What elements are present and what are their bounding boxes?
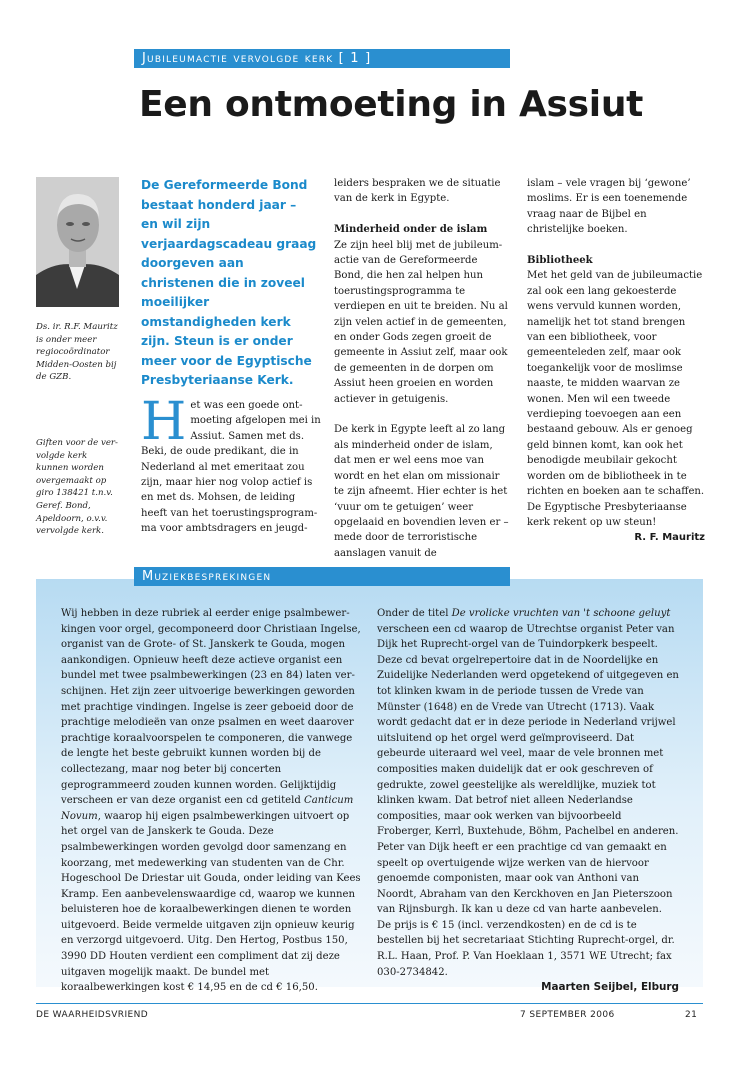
music-review-2	[377, 606, 679, 980]
article-author: R. F. Mauritz	[634, 532, 705, 544]
author-photo	[36, 177, 119, 307]
music-review-2-pre: Onder de titel	[377, 608, 452, 619]
article-lede: De Gereformeerde Bond bestaat honderd jaar – en wil zijn verjaardagscadeau graag doorgeven aan christenen die in zoveel moeilijker omstandigheden kerk zijn. Steun is er onder meer voor de Egyptische Presbyteriaanse Kerk.	[141, 178, 317, 387]
column-3-intro: islam – vele vragen bij ‘gewone’ moslims. Er is een toenemende vraag naar de Bijbel en christelijke boeken.	[527, 178, 691, 236]
article-column-2	[334, 176, 510, 561]
music-author: Maarten Seijbel, Elburg	[541, 981, 679, 994]
column-1-text: et was een goede ontmoeting afgelopen mei in Assiut. Samen met ds. Beki, de oude predikant, die in Nederland al met emeritaat zou zijn, maar hier nog volop actief is en met ds. Mohsen, de leiding heeft van het toerustingsprogramma voor ambtsdragers en jeugd-	[141, 400, 321, 535]
cd-title-canticum: Canticum Novum	[61, 795, 354, 822]
cd-title-vrolicke: De vrolicke vruchten van 't schoone geluyt	[451, 608, 671, 619]
article-title: Een ontmoeting in Assiut	[139, 84, 644, 125]
column-3-paragraph: Met het geld van de jubileumactie zal ook een lang gekoesterde wens vervuld kunnen worden, namelijk het tot stand brengen van een bibliotheek, voor gemeenteleden zelf, maar ook toegankelijk voor de moslimse naaste, te midden waarvan ze wonen. Men wil een tweede verdieping toevoegen aan een bestaand gebouw. Als er genoeg geld binnen komt, kan ook het benodigde meubilair gekocht worden om de bibliotheek in te richten en boeken aan te schaffen. De Egyptische Presbyteriaanse kerk rekent op uw steun!	[527, 270, 705, 528]
portrait-image	[36, 177, 119, 307]
photo-caption: Ds. ir. R.F. Mauritz is onder meer regiocoördinator Midden-Oosten bij de GZB.	[36, 322, 118, 383]
section-kicker: Jubileumactie vervolgde kerk [ 1 ]	[134, 49, 510, 68]
music-review-1-text-cont: , waarop hij eigen psalmbewerkingen uitvoert op het orgel van de Janskerk te Gouda. Deze psalmbewerkingen worden gevolgd door samenzang en koorzang, met medewerking van studenten van de Chr. Hogeschool De Driestar uit Gouda, onder leiding van Kees Kramp. Een aanbevelenswaardige cd, waarop we kunnen beluisteren hoe de koraalbewerkingen dienen te worden uitgevoerd. Beide vermelde uitgaven zijn opnieuw keurig en verzorgd uitgevoerd. Uitg. Den Hertog, Postbus 150, 3990 DD Houten verdient een compliment dat zij deze uitgaven mogelijk maakt. De bundel met koraalbewerkingen kost € 14,95 en de cd € 16,50.	[61, 810, 361, 994]
column-2-intro: leiders bespraken we de situatie van de kerk in Egypte.	[334, 178, 501, 205]
footer-date: 7 SEPTEMBER 2006	[520, 1010, 615, 1020]
drop-cap: H	[141, 392, 187, 452]
music-review-2-text: verscheen een cd waarop de Utrechtse organist Peter van Dijk het Ruprecht-orgel van de Tuindorpkerk bespeelt. Deze cd bevat orgelrepertoire dat in de Noordelijke en Zuidelijke Nederlanden werd opgetekend of uitgegeven en tot klinken kwam in de periode tussen de Vrede van Münster (1648) en de Vrede van Utrecht (1713). Vaak wordt gedacht dat er in deze periode in Nederland vrijwel uitsluitend op het orgel werd geïmproviseerd. Dat gebeurde uiteraard wel veel, maar de vele bronnen met composities maken duidelijk dat er ook geschreven of gedrukte, zowel geestelijke als wereldlijke, muziek tot klinken kwam. Dat betrof niet alleen Nederlandse composities, maar ook werken van bijvoorbeeld Froberger, Kerrl, Buxtehude, Böhm, Pachelbel en anderen. Peter van Dijk heeft er een prachtige cd van gemaakt en speelt op overtuigende wijze werken van de hiervoor genoemde componisten, maar ook van Anthoni van Noordt, Abraham van den Kerckhoven en Jan Pieterszoon van Rijnsburgh. Ik kan u deze cd van harte aanbevelen. De prijs is € 15 (incl. verzendkosten) en de cd is te bestellen bij het secretariaat Stichting Ruprecht-orgel, dr. R.L. Haan, Prof. P. Van Hoeklaan 1, 3571 WE Utrecht; fax 030-2734842.	[377, 623, 679, 978]
article-column-3	[527, 176, 705, 546]
music-column-left	[61, 606, 361, 996]
music-review-1	[61, 606, 361, 996]
footer-publication: DE WAARHEIDSVRIEND	[36, 1010, 149, 1020]
music-kicker: Muziekbesprekingen	[134, 567, 510, 586]
column-2-paragraph: De kerk in Egypte leeft al zo lang als minderheid onder de islam, dat men er wel eens moe van wordt en het elan om missionair te zijn afneemt. Hier echter is het ‘vuur om te getuigen’ weer opgelaaid en bovendien leven er – mede door de terroristische aanslagen vanuit de	[334, 424, 509, 559]
footer-rule	[36, 1003, 703, 1004]
page-number: 21	[685, 1010, 698, 1020]
article-column-1	[141, 392, 321, 537]
music-column-right	[377, 606, 679, 996]
music-review-1-text: Wij hebben in deze rubriek al eerder enige psalmbewerkingen voor orgel, gecomponeerd door Christiaan Ingelse, organist van de Grote- of St. Janskerk te Gouda, mogen aankondigen. Opnieuw heeft deze actieve organist een bundel met twee psalmbewerkingen (23 en 84) laten verschijnen. Het zijn zeer uitvoerige bewerkingen geworden met prachtige vindingen. Ingelse is zeer geboeid door de prachtige melodieën van onze psalmen en weet daarover prachtige koraalvoorspelen te componeren, die vanwege de lengte het beste gebruikt kunnen worden bij de collectezang, maar nog beter bij concerten geprogrammeerd zouden kunnen worden. Gelijktijdig verscheen er van deze organist een cd getiteld	[61, 608, 361, 807]
column-2-paragraph: Ze zijn heel blij met de jubileumactie van de Gereformeerde Bond, die hen zal helpen hun toerustingsprogramma te verdiepen en uit te breiden. Nu al zijn velen actief in de gemeenten, en onder Gods zegen groeit de gemeente in Assiut zelf, maar ook de gemeenten in de dorpen om Assiut heen groeien en worden actiever in getuigenis.	[334, 239, 508, 405]
subheading-minority: Minderheid onder de islam	[334, 224, 488, 236]
subheading-library: Bibliotheek	[527, 255, 593, 267]
giro-note: Giften voor de vervolgde kerk kunnen worden overgemaakt op giro 138421 t.n.v. Geref. Bond, Apeldoorn, o.v.v. vervolgde kerk.	[36, 438, 118, 537]
